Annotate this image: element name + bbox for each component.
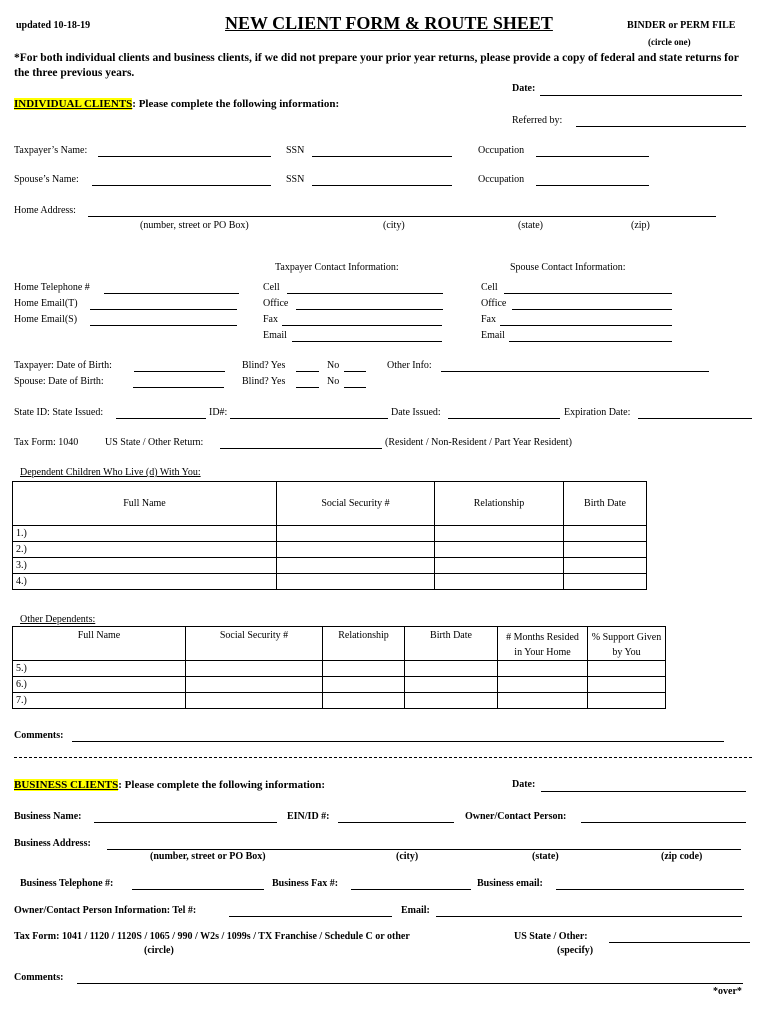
business-fax-label: Business Fax #: xyxy=(272,878,339,889)
address-state-hint: (state) xyxy=(518,220,543,231)
home-email-s-field[interactable] xyxy=(90,325,237,326)
home-address-field[interactable] xyxy=(88,216,716,217)
cell[interactable] xyxy=(564,558,647,574)
business-telephone-field[interactable] xyxy=(132,889,264,890)
table-header-row xyxy=(13,482,647,526)
us-state-other-label: US State / Other: xyxy=(514,931,588,942)
date-issued-field[interactable] xyxy=(448,418,560,419)
expiration-date-field[interactable] xyxy=(638,418,752,419)
dependents-heading: Dependent Children Who Live (d) With You: xyxy=(20,467,201,478)
row-number: 1.) xyxy=(13,526,277,542)
business-date-field[interactable] xyxy=(541,791,746,792)
address-number-hint: (number, street or PO Box) xyxy=(140,220,249,231)
owner-tel-field[interactable] xyxy=(229,916,392,917)
business-email-label: Business email: xyxy=(477,878,543,889)
col-months-resided: # Months Resided in Your Home xyxy=(498,627,588,661)
taxpayer-contact-heading: Taxpayer Contact Information: xyxy=(275,262,399,273)
col-social-security: Social Security # xyxy=(186,627,323,661)
individual-date-field[interactable] xyxy=(540,95,742,96)
taxpayer-name-label: Taxpayer’s Name: xyxy=(14,145,88,156)
table-row[interactable] xyxy=(13,693,666,709)
taxpayer-blind-yes-label: Blind? Yes xyxy=(242,360,286,371)
updated-date: updated 10-18-19 xyxy=(16,20,91,31)
col-social-security: Social Security # xyxy=(277,482,435,526)
cell[interactable] xyxy=(435,558,564,574)
spouse-name-label: Spouse’s Name: xyxy=(14,174,79,185)
taxpayer-occupation-label: Occupation xyxy=(478,145,525,156)
other-info-field[interactable] xyxy=(441,371,709,372)
spouse-contact-heading: Spouse Contact Information: xyxy=(510,262,626,273)
spouse-email-field[interactable] xyxy=(509,341,672,342)
owner-tel-label: Owner/Contact Person Information: Tel #: xyxy=(14,905,197,916)
binder-perm-label[interactable]: BINDER or PERM FILE xyxy=(627,20,736,31)
other-info-label: Other Info: xyxy=(387,360,432,371)
col-birth-date: Birth Date xyxy=(564,482,647,526)
id-number-label: ID#: xyxy=(209,407,228,418)
business-clients-highlight: BUSINESS CLIENTS xyxy=(14,779,119,791)
row-number: 4.) xyxy=(13,574,277,590)
cell[interactable] xyxy=(435,574,564,590)
cell[interactable] xyxy=(277,558,435,574)
individual-date-label: Date: xyxy=(512,83,536,94)
spouse-ssn-label: SSN xyxy=(286,174,305,185)
address-city-hint: (city) xyxy=(383,220,405,231)
address-zip-hint: (zip) xyxy=(631,220,650,231)
taxpayer-blind-no-field[interactable] xyxy=(344,371,366,372)
col-birth-date: Birth Date xyxy=(405,627,498,661)
spouse-dob-field[interactable] xyxy=(133,387,224,388)
owner-email-field[interactable] xyxy=(436,916,742,917)
individual-clients-highlight: INDIVIDUAL CLIENTS xyxy=(14,98,133,110)
owner-email-label: Email: xyxy=(401,905,430,916)
cell[interactable] xyxy=(588,693,666,709)
cell[interactable] xyxy=(564,542,647,558)
taxpayer-email-label: Email xyxy=(263,330,287,341)
business-name-label: Business Name: xyxy=(14,811,82,822)
home-telephone-field[interactable] xyxy=(104,293,239,294)
other-dependents-heading: Other Dependents: xyxy=(20,614,96,625)
cell[interactable] xyxy=(564,526,647,542)
spouse-office-field[interactable] xyxy=(512,309,672,310)
business-address-label: Business Address: xyxy=(14,838,91,849)
cell[interactable] xyxy=(588,677,666,693)
table-row[interactable] xyxy=(13,558,647,574)
cell[interactable] xyxy=(588,661,666,677)
home-email-s-label: Home Email(S) xyxy=(14,314,78,325)
cell[interactable] xyxy=(277,526,435,542)
home-telephone-label: Home Telephone # xyxy=(14,282,90,293)
table-row[interactable] xyxy=(13,526,647,542)
id-number-field[interactable] xyxy=(230,418,388,419)
prior-returns-note: *For both individual clients and business clients, if we did not prepare your prior year returns, please provide a copy of federal and state returns for the three previous years. xyxy=(14,52,739,79)
row-number: 2.) xyxy=(13,542,277,558)
business-address-zip-hint: (zip code) xyxy=(661,851,703,862)
cell[interactable] xyxy=(323,661,405,677)
taxpayer-dob-label: Taxpayer: Date of Birth: xyxy=(14,360,112,371)
home-address-label: Home Address: xyxy=(14,205,76,216)
business-address-field[interactable] xyxy=(107,849,741,850)
business-date-label: Date: xyxy=(512,779,536,790)
spouse-email-label: Email xyxy=(481,330,505,341)
col-relationship: Relationship xyxy=(435,482,564,526)
business-heading-suffix: : Please complete the following information: xyxy=(118,779,326,791)
business-name-field[interactable] xyxy=(94,822,277,823)
cell[interactable] xyxy=(186,661,323,677)
spouse-cell-field[interactable] xyxy=(504,293,672,294)
taxpayer-fax-label: Fax xyxy=(263,314,278,325)
spouse-occupation-label: Occupation xyxy=(478,174,525,185)
spouse-dob-label: Spouse: Date of Birth: xyxy=(14,376,104,387)
tax-form-1040-label: Tax Form: 1040 xyxy=(14,437,79,448)
referred-by-label: Referred by: xyxy=(512,115,563,126)
individual-heading-suffix: : Please complete the following information: xyxy=(132,98,340,110)
col-relationship: Relationship xyxy=(323,627,405,661)
us-state-other-field[interactable] xyxy=(609,942,750,943)
spouse-blind-no-label: No xyxy=(327,376,340,387)
section-divider xyxy=(14,757,752,758)
taxpayer-dob-field[interactable] xyxy=(134,371,225,372)
spouse-blind-yes-label: Blind? Yes xyxy=(242,376,286,387)
table-row[interactable] xyxy=(13,574,647,590)
business-comments-field[interactable] xyxy=(77,983,743,984)
expiration-date-label: Expiration Date: xyxy=(564,407,631,418)
cell[interactable] xyxy=(498,693,588,709)
business-address-state-hint: (state) xyxy=(532,851,559,862)
us-state-return-field[interactable] xyxy=(220,448,382,449)
state-issued-label: State ID: State Issued: xyxy=(14,407,104,418)
owner-contact-label: Owner/Contact Person: xyxy=(465,811,567,822)
taxpayer-blind-no-label: No xyxy=(327,360,340,371)
home-email-t-field[interactable] xyxy=(90,309,237,310)
individual-heading xyxy=(14,98,339,110)
us-state-return-label: US State / Other Return: xyxy=(105,437,204,448)
ein-label: EIN/ID #: xyxy=(287,811,330,822)
spouse-ssn-field[interactable] xyxy=(312,185,452,186)
ein-field[interactable] xyxy=(338,822,454,823)
cell[interactable] xyxy=(186,693,323,709)
specify-note: (specify) xyxy=(557,945,594,956)
cell[interactable] xyxy=(186,677,323,693)
spouse-fax-label: Fax xyxy=(481,314,496,325)
cell[interactable] xyxy=(498,677,588,693)
business-heading xyxy=(14,779,325,791)
cell[interactable] xyxy=(277,574,435,590)
taxpayer-occupation-field[interactable] xyxy=(536,156,649,157)
cell[interactable] xyxy=(435,542,564,558)
spouse-occupation-field[interactable] xyxy=(536,185,649,186)
business-comments-label: Comments: xyxy=(14,972,64,983)
other-dependents-table xyxy=(12,626,666,709)
cell[interactable] xyxy=(435,526,564,542)
over-note: *over* xyxy=(713,986,742,997)
taxpayer-email-field[interactable] xyxy=(292,341,442,342)
cell[interactable] xyxy=(277,542,435,558)
business-address-number-hint: (number, street or PO Box) xyxy=(150,851,266,862)
business-tax-form-options[interactable]: Tax Form: 1041 / 1120 / 1120S / 1065 / 990 / W2s / 1099s / TX Franchise / Schedule C or other xyxy=(14,931,410,942)
taxpayer-blind-yes-field[interactable] xyxy=(296,371,319,372)
cell[interactable] xyxy=(323,677,405,693)
spouse-office-label: Office xyxy=(481,298,507,309)
table-row[interactable] xyxy=(13,661,666,677)
residency-options[interactable]: (Resident / Non-Resident / Part Year Resident) xyxy=(385,437,572,448)
spouse-fax-field[interactable] xyxy=(500,325,672,326)
spouse-blind-no-field[interactable] xyxy=(344,387,366,388)
col-support-given: % Support Given by You xyxy=(588,627,666,661)
date-issued-label: Date Issued: xyxy=(391,407,441,418)
cell[interactable] xyxy=(405,693,498,709)
business-fax-field[interactable] xyxy=(351,889,471,890)
taxpayer-office-label: Office xyxy=(263,298,289,309)
taxpayer-cell-field[interactable] xyxy=(287,293,443,294)
cell[interactable] xyxy=(323,693,405,709)
col-full-name: Full Name xyxy=(13,482,277,526)
taxpayer-ssn-field[interactable] xyxy=(312,156,452,157)
taxpayer-cell-label: Cell xyxy=(263,282,280,293)
business-email-field[interactable] xyxy=(556,889,744,890)
col-full-name: Full Name xyxy=(13,627,186,661)
spouse-cell-label: Cell xyxy=(481,282,498,293)
business-address-city-hint: (city) xyxy=(396,851,419,862)
individual-comments-label: Comments: xyxy=(14,730,64,741)
individual-comments-field[interactable] xyxy=(72,741,724,742)
dependent-children-table xyxy=(12,481,647,590)
cell[interactable] xyxy=(405,677,498,693)
circle-one-note: (circle one) xyxy=(648,37,691,47)
table-row[interactable] xyxy=(13,677,666,693)
spouse-name-field[interactable] xyxy=(92,185,271,186)
row-number: 3.) xyxy=(13,558,277,574)
table-row[interactable] xyxy=(13,542,647,558)
taxpayer-ssn-label: SSN xyxy=(286,145,305,156)
owner-contact-field[interactable] xyxy=(581,822,746,823)
row-number: 5.) xyxy=(13,661,186,677)
taxpayer-name-field[interactable] xyxy=(98,156,271,157)
state-issued-field[interactable] xyxy=(116,418,206,419)
spouse-blind-yes-field[interactable] xyxy=(296,387,319,388)
cell[interactable] xyxy=(498,661,588,677)
row-number: 7.) xyxy=(13,693,186,709)
table-header-row xyxy=(13,627,666,661)
home-email-t-label: Home Email(T) xyxy=(14,298,78,309)
form-title: NEW CLIENT FORM & ROUTE SHEET xyxy=(225,13,553,33)
referred-by-field[interactable] xyxy=(576,126,746,127)
row-number: 6.) xyxy=(13,677,186,693)
business-telephone-label: Business Telephone #: xyxy=(20,878,114,889)
taxpayer-office-field[interactable] xyxy=(296,309,443,310)
cell[interactable] xyxy=(564,574,647,590)
circle-note: (circle) xyxy=(144,945,174,956)
cell[interactable] xyxy=(405,661,498,677)
taxpayer-fax-field[interactable] xyxy=(282,325,442,326)
